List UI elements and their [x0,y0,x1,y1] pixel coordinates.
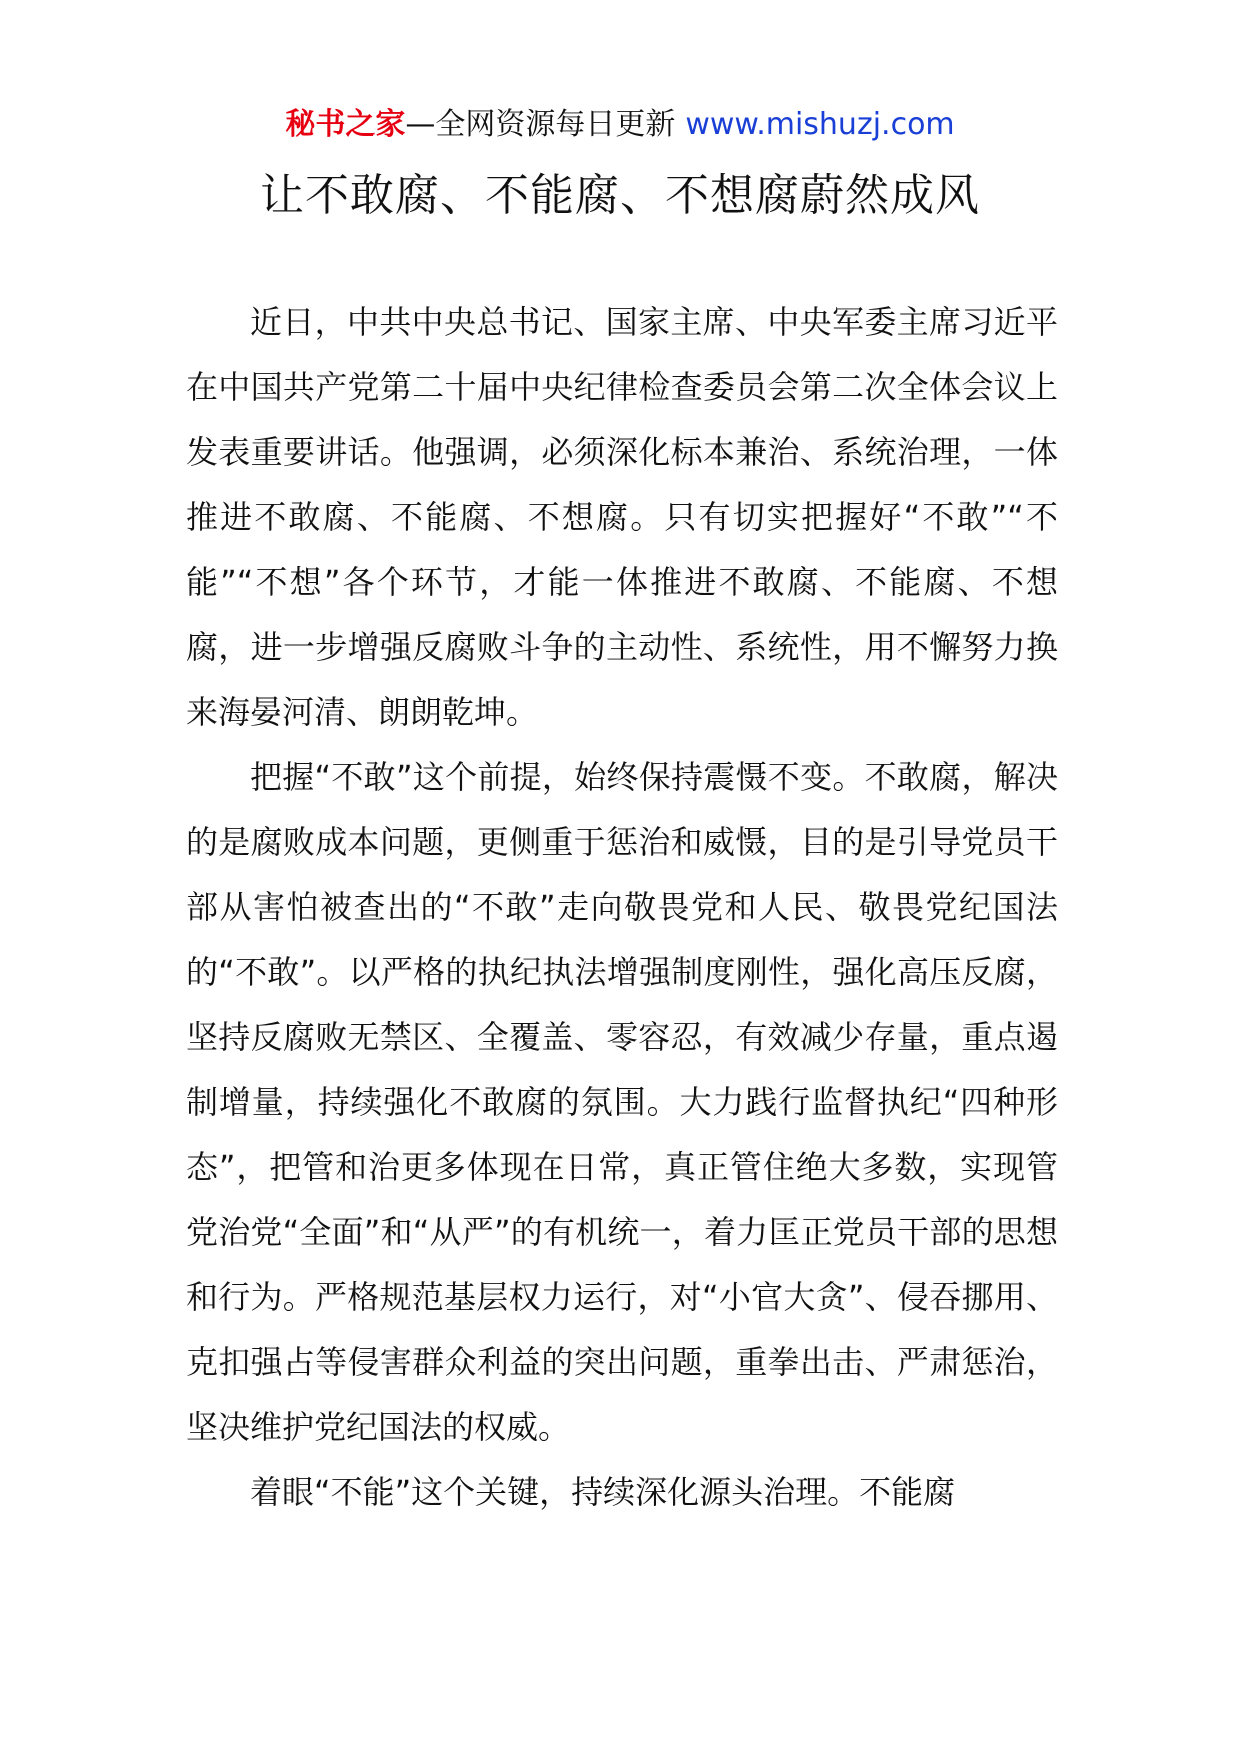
site-url-link[interactable]: www.mishuzj.com [685,107,955,142]
document-body [186,290,1058,1525]
paragraph: 把握“不敢”这个前提，始终保持震慑不变。不敢腐，解决的是腐败成本问题，更侧重于惩治和威慑，目的是引导党员干部从害怕被查出的“不敢”走向敬畏党和人民、敬畏党纪国法的“不敢”。以严格的执纪执法增强制度刚性，强化高压反腐，坚持反腐败无禁区、全覆盖、零容忍，有效减少存量，重点遏制增量，持续强化不敢腐的氛围。大力践行监督执纪“四种形态”，把管和治更多体现在日常，真正管住绝大多数，实现管党治党“全面”和“从严”的有机统一，着力匡正党员干部的思想和行为。严格规范基层权力运行，对“小官大贪”、侵吞挪用、克扣强占等侵害群众利益的突出问题，重拳出击、严肃惩治，坚决维护党纪国法的权威。 [186,758,1058,1446]
paragraph: 着眼“不能”这个关键，持续深化源头治理。不能腐 [250,1473,956,1511]
document-title: 让不敢腐、不能腐、不想腐蔚然成风 [260,170,980,221]
site-header [0,104,1240,146]
site-tagline: —全网资源每日更新 [405,107,676,142]
paragraph: 近日，中共中央总书记、国家主席、中央军委主席习近平在中国共产党第二十届中央纪律检查委员会第二次全体会议上发表重要讲话。他强调，必须深化标本兼治、系统治理，一体推进不敢腐、不能腐、不想腐。只有切实把握好“不敢”“不能”“不想”各个环节，才能一体推进不敢腐、不能腐、不想腐，进一步增强反腐败斗争的主动性、系统性，用不懈努力换来海晏河清、朗朗乾坤。 [186,303,1058,731]
site-brand: 秘书之家 [285,107,406,142]
